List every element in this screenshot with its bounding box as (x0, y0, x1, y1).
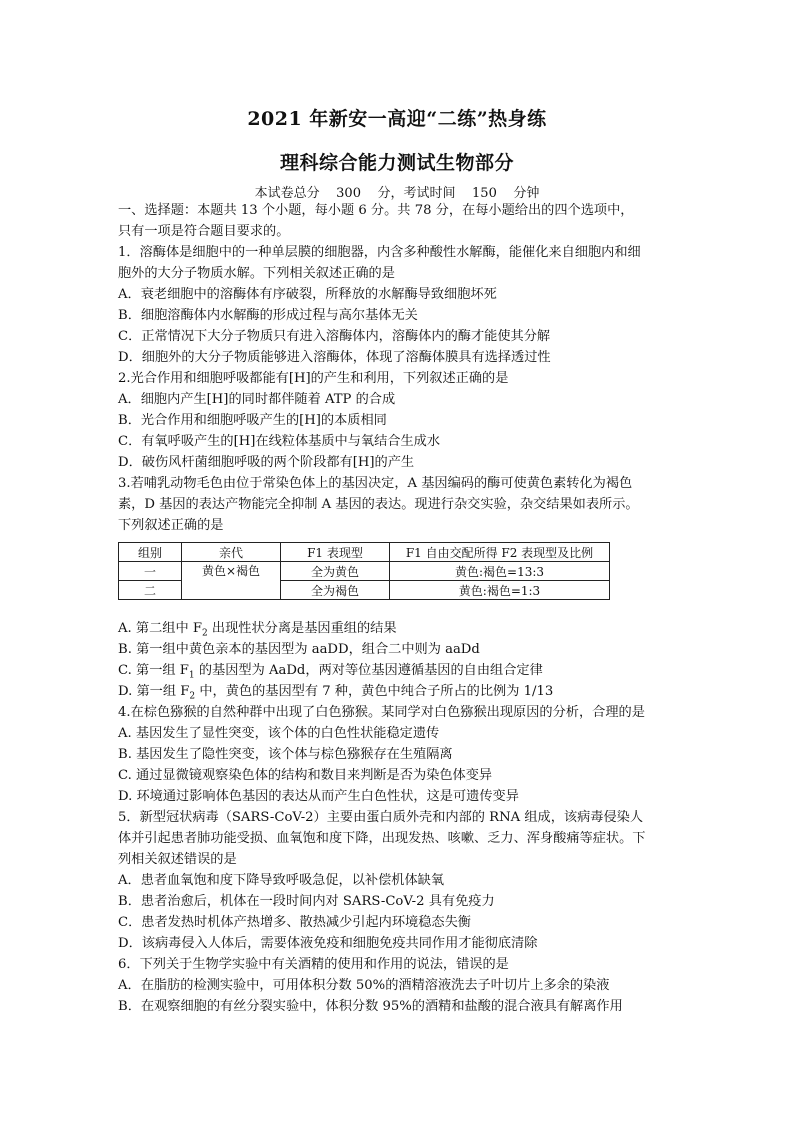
table-header-cell: 亲代 (182, 543, 281, 562)
q3-option-a-text-2: 出现性状分离是基因重组的结果 (207, 621, 397, 636)
q3-option-c-sub: 1 (188, 670, 195, 681)
q3-stem-line-2: 素，D 基因的表达产物能完全抑制 A 基因的表达。现进行杂交实验，杂交结果如表所示。 (118, 497, 639, 512)
q4-option-b: B. 基因发生了隐性突变，该个体与棕色猕猴存在生殖隔离 (118, 747, 453, 762)
q1-option-d: D．细胞外的大分子物质能够进入溶酶体，体现了溶酶体膜具有选择透过性 (118, 350, 551, 365)
q2-option-b: B．光合作用和细胞呼吸产生的[H]的本质相同 (118, 413, 387, 428)
q1-option-b: B．细胞溶酶体内水解酶的形成过程与高尔基体无关 (118, 308, 418, 323)
q5-option-b: B．患者治愈后，机体在一段时间内对 SARS-CoV-2 具有免疫力 (118, 894, 495, 909)
q2-option-a: A．细胞内产生[H]的同时都伴随着 ATP 的合成 (118, 392, 396, 407)
q5-stem-line-1: 5．新型冠状病毒（SARS-CoV-2）主要由蛋白质外壳和内部的 RNA 组成，该病毒侵染人 (118, 810, 644, 825)
q5-stem-line-3: 列相关叙述错误的是 (118, 852, 237, 867)
table-row (119, 562, 610, 581)
q6-stem: 6．下列关于生物学实验中有关酒精的使用和作用的说法，错误的是 (118, 957, 509, 972)
table-header-cell: 组别 (119, 543, 182, 562)
q4-option-a: A. 基因发生了显性突变，该个体的白色性状能稳定遗传 (118, 726, 440, 741)
q5-option-a: A．患者血氧饱和度下降导致呼吸急促，以补偿机体缺氧 (118, 873, 445, 888)
q3-option-c (118, 662, 698, 685)
exam-subtitle: 理科综合能力测试生物部分 (279, 152, 514, 174)
q6-option-a: A．在脂肪的检测实验中，可用体积分数 50%的酒精溶液洗去子叶切片上多余的染液 (118, 978, 610, 993)
q1-option-c: C．正常情况下大分子物质只有进入溶酶体内，溶酶体内的酶才能使其分解 (118, 329, 551, 344)
table-cell-f2: 黄色:褐色=1:3 (390, 581, 610, 600)
q4-option-c: C. 通过显微镜观察染色体的结构和数目来判断是否为染色体变异 (118, 768, 493, 783)
q3-option-d-sub: 2 (189, 691, 196, 702)
q3-option-c-text-2: 的基因型为 AaDd，两对等位基因遵循基因的自由组合定律 (194, 663, 543, 678)
cross-result-table (118, 542, 610, 600)
table-cell-parent: 黄色×褐色 (182, 562, 281, 600)
q6-option-b: B．在观察细胞的有丝分裂实验中，体积分数 95%的酒精和盐酸的混合液具有解离作用 (118, 999, 623, 1014)
q1-stem-line-2: 胞外的大分子物质水解。下列相关叙述正确的是 (118, 266, 395, 281)
q3-option-d (118, 683, 698, 706)
table-cell-group: 一 (119, 562, 182, 581)
q3-stem-line-3: 下列叙述正确的是 (118, 518, 224, 533)
q2-stem: 2.光合作用和细胞呼吸都能有[H]的产生和利用，下列叙述正确的是 (118, 371, 509, 386)
q3-option-d-text-2: 中，黄色的基因型有 7 种，黄色中纯合子所占的比例为 1/13 (195, 684, 554, 699)
q4-option-d: D. 环境通过影响体色基因的表达从而产生白色性状，这是可遗传变异 (118, 789, 519, 804)
q1-option-a: A．衰老细胞中的溶酶体有序破裂，所释放的水解酶导致细胞坏死 (118, 287, 497, 302)
q2-option-d: D．破伤风杆菌细胞呼吸的两个阶段都有[H]的产生 (118, 455, 415, 470)
q5-option-d: D．该病毒侵入人体后，需要体液免疫和细胞免疫共同作用才能彻底清除 (118, 936, 538, 951)
q3-option-d-text: D. 第一组 F (118, 684, 190, 699)
table-cell-f1: 全为黄色 (281, 562, 390, 581)
exam-title: 2021 年新安一高迎“二练”热身练 (247, 108, 547, 130)
q2-option-c: C．有氧呼吸产生的[H]在线粒体基质中与氧结合生成水 (118, 434, 441, 449)
q3-option-a (118, 620, 698, 643)
q3-option-b: B. 第一组中黄色亲本的基因型为 aaDD，组合二中则为 aaDd (118, 642, 480, 657)
q3-option-a-text: A. 第二组中 F (118, 621, 202, 636)
table-header-cell: F1 自由交配所得 F2 表现型及比例 (390, 543, 610, 562)
table-header-row (119, 543, 610, 562)
q1-stem-line-1: 1．溶酶体是细胞中的一种单层膜的细胞器，内含多种酸性水解酶，能催化来自细胞内和细 (118, 245, 641, 260)
section-intro-line-2: 只有一项是符合题目要求的。 (118, 224, 290, 239)
q4-stem: 4.在棕色猕猴的自然种群中出现了白色猕猴。某同学对白色猕猴出现原因的分析，合理的是 (118, 705, 645, 720)
q3-option-c-text: C. 第一组 F (118, 663, 189, 678)
table-cell-group: 二 (119, 581, 182, 600)
table-header-cell: F1 表现型 (281, 543, 390, 562)
exam-info: 本试卷总分 300 分，考试时间 150 分钟 (254, 186, 540, 201)
q3-option-a-sub: 2 (202, 628, 208, 639)
q5-stem-line-2: 体并引起患者肺功能受损、血氧饱和度下降，出现发热、咳嗽、乏力、浑身酸痛等症状。下 (118, 831, 646, 846)
section-intro-line-1: 一、选择题：本题共 13 个小题，每小题 6 分。共 78 分，在每小题给出的四个选项中， (118, 203, 634, 218)
table-cell-f2: 黄色:褐色=13:3 (390, 562, 610, 581)
table-cell-f1: 全为褐色 (281, 581, 390, 600)
q3-stem-line-1: 3.若哺乳动物毛色由位于常染色体上的基因决定，A 基因编码的酶可使黄色素转化为褐色 (118, 476, 633, 491)
q5-option-c: C．患者发热时机体产热增多、散热减少引起内环境稳态失衡 (118, 915, 471, 930)
